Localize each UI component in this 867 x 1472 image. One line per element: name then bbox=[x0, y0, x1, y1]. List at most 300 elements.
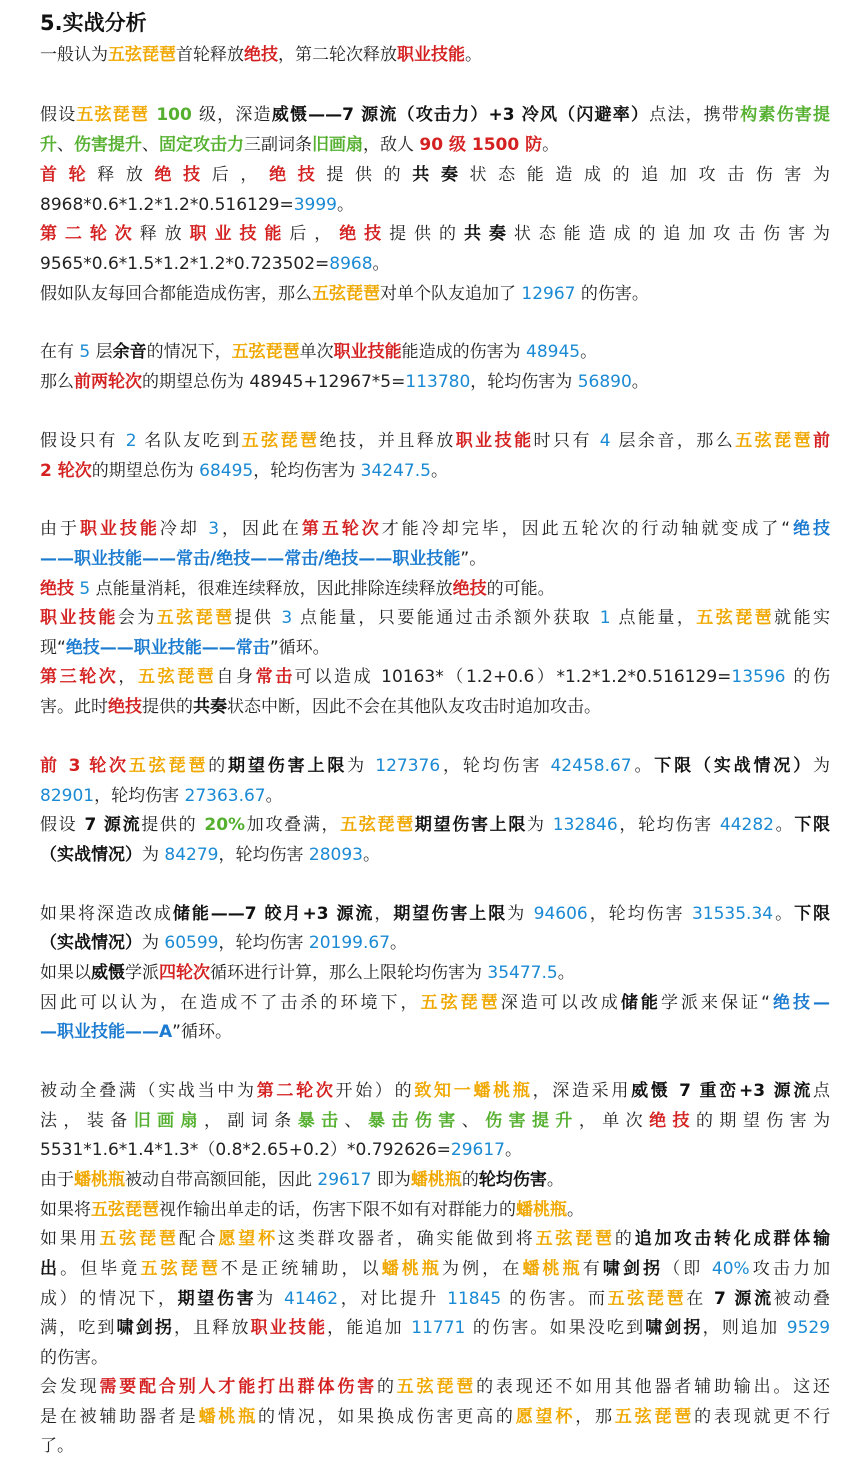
text-run: 致知一蟠桃瓶 bbox=[414, 1081, 533, 1101]
line-p3-2 bbox=[40, 460, 830, 482]
text-run: 首轮释放 bbox=[176, 45, 244, 65]
text-run: 成）的情况下， bbox=[40, 1289, 178, 1309]
text-run: 啸剑拐 bbox=[116, 1318, 175, 1338]
text-run: 82901 bbox=[40, 786, 95, 806]
text-run: 。 bbox=[542, 135, 560, 155]
text-run: ”。 bbox=[460, 549, 487, 569]
text-run: ，且释放 bbox=[174, 1318, 251, 1338]
text-run: 因此可以认为，在造成不了击杀的环境下， bbox=[40, 993, 421, 1013]
text-run: 余音 bbox=[112, 342, 147, 362]
text-run: ， bbox=[374, 904, 394, 924]
line-p7-7 bbox=[40, 1258, 830, 1280]
line-p5-1 bbox=[40, 755, 830, 777]
text-run: 48945 bbox=[526, 342, 581, 362]
text-run: ”循环。 bbox=[269, 638, 330, 658]
text-run: 那么 bbox=[40, 372, 74, 392]
text-run: 84279 bbox=[164, 845, 219, 865]
text-run: 绝技 bbox=[339, 224, 390, 244]
text-run: 蟠桃瓶 bbox=[198, 1407, 259, 1427]
line-p2-2 bbox=[40, 371, 830, 393]
text-run: 五弦琵琶 bbox=[607, 1289, 687, 1309]
text-run: （即 bbox=[663, 1259, 712, 1279]
text-run: 期望伤害 bbox=[177, 1289, 257, 1309]
text-run: ，那 bbox=[575, 1407, 615, 1427]
text-run: ，敌人 bbox=[363, 135, 420, 155]
text-run: 11771 bbox=[411, 1318, 466, 1338]
text-run: 前 bbox=[813, 431, 830, 451]
text-run: 视作输出单走的话，伤害下限不如有对群能力的 bbox=[159, 1200, 516, 1220]
text-run: 状态能造成的追加攻击伤害为 bbox=[513, 224, 830, 244]
text-run: 名队友吃到 bbox=[136, 431, 242, 451]
text-run: 被动叠 bbox=[773, 1289, 830, 1309]
text-run: 3 bbox=[281, 608, 293, 628]
text-run: 的表现就更不行 bbox=[694, 1407, 830, 1427]
text-run: 。 bbox=[546, 1170, 564, 1190]
text-run: 啸剑拐 bbox=[645, 1318, 703, 1338]
text-run: 期望伤害上限 bbox=[228, 756, 348, 776]
text-run: 首轮 bbox=[40, 165, 98, 185]
text-run: 提供的 bbox=[326, 165, 413, 185]
text-run: 、 bbox=[344, 1111, 368, 1131]
text-run: 才能冷却完毕，因此五轮次的行动轴就变成了“ bbox=[381, 519, 791, 539]
text-run: 开始）的 bbox=[335, 1081, 415, 1101]
text-run: 职业技能 bbox=[40, 608, 118, 628]
text-run: 。 bbox=[557, 963, 575, 983]
text-run: 44282 bbox=[719, 815, 774, 835]
text-run: 的伤 bbox=[785, 667, 830, 687]
text-run: 是在被辅助器者是 bbox=[40, 1407, 199, 1427]
text-run: 为 bbox=[142, 845, 165, 865]
text-run: 第二轮次 bbox=[40, 224, 140, 244]
text-run: 100 bbox=[149, 105, 199, 125]
text-run: ，轮均伤害 bbox=[617, 815, 720, 835]
text-run: （实战情况） bbox=[40, 933, 142, 953]
line-p6-3 bbox=[40, 962, 830, 984]
text-run: 储能——7 皎月+3 源流 bbox=[172, 904, 375, 924]
text-run: 127376 bbox=[375, 756, 441, 776]
text-run: 如果将 bbox=[40, 1200, 91, 1220]
text-run: 四轮次 bbox=[159, 963, 210, 983]
text-run: 5 bbox=[79, 342, 91, 362]
text-run: 假设 bbox=[40, 105, 77, 125]
text-run: 的伤害。 bbox=[40, 1348, 108, 1368]
text-run: 第二轮次 bbox=[256, 1081, 336, 1101]
text-run: 。 bbox=[465, 45, 482, 65]
text-run: 五弦琵琶 bbox=[128, 756, 209, 776]
text-run: 点 bbox=[813, 1081, 830, 1101]
text-run: 为例，在 bbox=[442, 1259, 523, 1279]
text-run: 五弦琵琶 bbox=[340, 815, 415, 835]
text-run: 法，装备 bbox=[40, 1111, 134, 1131]
text-run: 的期望伤害为 bbox=[695, 1111, 830, 1131]
line-p7-6 bbox=[40, 1228, 830, 1250]
line-p7-12 bbox=[40, 1406, 830, 1428]
text-run: 蟠桃瓶 bbox=[522, 1259, 583, 1279]
text-run: 威慑 7 重峦+3 源流 bbox=[631, 1081, 814, 1101]
line-p1-2 bbox=[40, 134, 830, 156]
text-run: ”循环。 bbox=[172, 1022, 232, 1042]
text-run: 愿望杯 bbox=[515, 1407, 576, 1427]
text-run: 的表现还不如用其他器者辅助输出。这还 bbox=[476, 1377, 830, 1397]
text-run: 下限 bbox=[794, 904, 830, 924]
line-p4-2 bbox=[40, 548, 830, 570]
text-run: 五弦琵琶 bbox=[156, 608, 235, 628]
text-run: 需要配合别人才能打出群体伤害 bbox=[99, 1377, 377, 1397]
text-run: 旧画扇 bbox=[312, 135, 363, 155]
text-run: 一般认为 bbox=[40, 45, 108, 65]
line-p7-13 bbox=[40, 1435, 830, 1457]
text-run: 期望伤害上限 bbox=[414, 815, 528, 835]
line-p1-1 bbox=[40, 104, 830, 126]
text-run: 绝技 bbox=[452, 579, 487, 599]
text-run: 构素伤害提 bbox=[740, 105, 830, 125]
text-run: 的期望总伤为 48945+12967*5= bbox=[142, 372, 406, 392]
text-run: 9529 bbox=[786, 1318, 830, 1338]
text-run: 层余音，那么 bbox=[610, 431, 736, 451]
text-run: 绝技— bbox=[769, 993, 830, 1013]
text-run: 由于 bbox=[40, 1170, 74, 1190]
text-run: 职业技能 bbox=[189, 224, 290, 244]
text-run: 层 bbox=[90, 342, 113, 362]
text-run: 五弦琵琶 bbox=[735, 431, 814, 451]
text-run: 会为 bbox=[117, 608, 157, 628]
text-run: 。 bbox=[363, 845, 380, 865]
text-run: 。 bbox=[773, 904, 795, 924]
text-run: 满，吃到 bbox=[40, 1318, 117, 1338]
line-p7-8 bbox=[40, 1288, 830, 1310]
line-p4-1 bbox=[40, 518, 830, 540]
line-p6-4 bbox=[40, 992, 830, 1014]
text-run: 、 bbox=[461, 1111, 486, 1131]
line-p1-6 bbox=[40, 253, 830, 275]
text-run: 提供的 bbox=[141, 815, 205, 835]
text-run: 的 bbox=[461, 1170, 479, 1190]
line-p5-3 bbox=[40, 814, 830, 836]
text-run: 威慑 bbox=[91, 963, 125, 983]
text-run: 、 bbox=[57, 135, 74, 155]
text-run: 7 源流 bbox=[714, 1289, 774, 1309]
text-run: 。 bbox=[390, 933, 408, 953]
text-run: —职业技能——A bbox=[40, 1022, 173, 1042]
text-run: 29617 bbox=[317, 1170, 372, 1190]
text-run: 职业技能 bbox=[333, 342, 402, 362]
line-p1-3 bbox=[40, 164, 830, 186]
text-run: 假设 bbox=[40, 815, 85, 835]
text-run: 五弦琵琶 bbox=[76, 105, 150, 125]
text-run: ，副词条 bbox=[203, 1111, 298, 1131]
text-run: 。但毕竟 bbox=[60, 1259, 141, 1279]
text-run: 。 bbox=[430, 461, 448, 481]
text-run: 五弦琵琶 bbox=[696, 608, 775, 628]
text-run: 90 级 1500 防 bbox=[419, 135, 543, 155]
text-run: 学派 bbox=[125, 963, 159, 983]
section-title: 5.实战分析 bbox=[40, 11, 147, 35]
text-run: 如果用 bbox=[40, 1229, 100, 1249]
text-run: 不是正统辅助，以 bbox=[220, 1259, 382, 1279]
text-run: 。 bbox=[567, 1200, 584, 1220]
line-p4-3 bbox=[40, 578, 830, 600]
text-run: 对单个队友追加了 bbox=[380, 284, 522, 304]
text-run: 循环进行计算，那么上限轮均伤害为 bbox=[210, 963, 488, 983]
text-run: 下限 bbox=[794, 815, 830, 835]
line-p7-11 bbox=[40, 1376, 830, 1398]
text-run: 蟠桃瓶 bbox=[74, 1170, 125, 1190]
text-run: ，深造采用 bbox=[532, 1081, 632, 1101]
line-p4-6 bbox=[40, 666, 830, 688]
text-run: 五弦琵琶 bbox=[312, 284, 380, 304]
text-run: 第三轮次 bbox=[40, 667, 119, 687]
text-run: 升 bbox=[40, 135, 57, 155]
line-p1-7 bbox=[40, 283, 830, 305]
text-run: 蟠桃瓶 bbox=[410, 1170, 462, 1190]
text-run: 提供的 bbox=[142, 697, 193, 717]
text-run: 后， bbox=[211, 165, 270, 185]
text-run: 五弦琵琶 bbox=[91, 1200, 159, 1220]
text-run: 会发现 bbox=[40, 1377, 100, 1397]
line-p4-5 bbox=[40, 637, 830, 659]
text-run: 害。此时 bbox=[40, 697, 108, 717]
text-run: 68495 bbox=[199, 461, 254, 481]
text-run: 轮均伤害 bbox=[478, 1170, 547, 1190]
text-run: 8968 bbox=[329, 254, 373, 274]
text-run: 固定攻击力 bbox=[159, 135, 244, 155]
text-run: 5531*1.6*1.4*1.3*（0.8*2.65+0.2）*0.792626= bbox=[40, 1140, 451, 1160]
text-run: 职业技能 bbox=[455, 431, 534, 451]
text-run: 提供 bbox=[234, 608, 282, 628]
text-run: 伤害提升 bbox=[485, 1111, 579, 1131]
text-run: 20% bbox=[204, 815, 246, 835]
text-run: 为 bbox=[142, 933, 165, 953]
text-run: 12967 bbox=[521, 284, 576, 304]
text-run: 五弦琵琶 bbox=[108, 45, 176, 65]
text-run: ——职业技能——常击/绝技——常击/绝技——职业技能 bbox=[40, 549, 461, 569]
text-run: 威慑——7 源流（攻击力）+3 冷风（闪避率） bbox=[271, 105, 650, 125]
text-run: 56890 bbox=[577, 372, 632, 392]
text-run: 3999 bbox=[293, 195, 337, 215]
text-run: 被动全叠满（实战当中为 bbox=[40, 1081, 257, 1101]
text-run: 这类群攻器者，确实能做到将 bbox=[277, 1229, 536, 1249]
text-run: 20199.67 bbox=[308, 933, 391, 953]
text-run: 13596 bbox=[731, 667, 786, 687]
text-run: ，对比提升 bbox=[338, 1289, 448, 1309]
text-run: 42458.67 bbox=[550, 756, 632, 776]
text-run: 为 bbox=[507, 904, 534, 924]
text-run: 点法，携带 bbox=[649, 105, 741, 125]
text-run: 前 3 轮次 bbox=[40, 756, 129, 776]
text-run: 的 bbox=[614, 1229, 635, 1249]
text-run: 绝技 bbox=[108, 697, 142, 717]
text-run: 自身 bbox=[216, 667, 256, 687]
text-run: 单次 bbox=[299, 342, 334, 362]
text-run: 27363.67 bbox=[184, 786, 266, 806]
text-run: 的情况，如果换成伤害更高的 bbox=[258, 1407, 516, 1427]
text-run: 。 bbox=[580, 342, 598, 362]
text-run: 追加攻击转化成群体输 bbox=[634, 1229, 830, 1249]
text-run: 在有 bbox=[40, 342, 80, 362]
text-run: 的 bbox=[376, 1377, 397, 1397]
text-run: 级，深造 bbox=[198, 105, 272, 125]
text-run: 职业技能 bbox=[250, 1318, 328, 1338]
text-run: 五弦琵琶 bbox=[614, 1407, 695, 1427]
text-run: 如果将深造改成 bbox=[40, 904, 173, 924]
text-run: 能造成的伤害为 bbox=[401, 342, 527, 362]
line-p6-1 bbox=[40, 903, 830, 925]
text-run: 8968*0.6*1.2*1.2*0.516129= bbox=[40, 195, 294, 215]
text-run: ，轮均伤害 bbox=[440, 756, 551, 776]
text-run: 有 bbox=[582, 1259, 603, 1279]
text-run: 点能量消耗，很难连续释放，因此排除连续释放 bbox=[90, 579, 453, 599]
text-run: 1 bbox=[599, 608, 611, 628]
text-run: 的伤害。而 bbox=[501, 1289, 608, 1309]
text-run: ，第二轮次释放 bbox=[278, 45, 397, 65]
text-run: 即为 bbox=[371, 1170, 411, 1190]
text-run: 蟠桃瓶 bbox=[381, 1259, 443, 1279]
line-p7-3 bbox=[40, 1139, 830, 1161]
text-run: 。 bbox=[337, 195, 354, 215]
text-run: 34247.5 bbox=[360, 461, 431, 481]
text-run: 攻击力加 bbox=[749, 1259, 830, 1279]
text-run: 绝技 bbox=[269, 165, 327, 185]
text-run: 五弦琵琶 bbox=[420, 993, 501, 1013]
text-run: 配合 bbox=[178, 1229, 219, 1249]
text-run: 啸剑拐 bbox=[602, 1259, 664, 1279]
text-run: 常击 bbox=[255, 667, 295, 687]
text-run: 期望伤害上限 bbox=[393, 904, 508, 924]
text-run: 加攻叠满， bbox=[245, 815, 341, 835]
line-p4-4 bbox=[40, 607, 830, 629]
text-run: 。 bbox=[631, 756, 655, 776]
text-run: 7 源流 bbox=[84, 815, 142, 835]
line-p1-4 bbox=[40, 194, 830, 216]
text-run: 下限（实战情况） bbox=[654, 756, 814, 776]
text-run: 。 bbox=[773, 815, 795, 835]
text-run: 可以造成 10163*（1.2+0.6）*1.2*1.2*0.516129= bbox=[294, 667, 732, 687]
text-run: 职业技能 bbox=[79, 519, 160, 539]
line-p5-4 bbox=[40, 844, 830, 866]
text-run: 被动自带高额回能，因此 bbox=[125, 1170, 318, 1190]
text-run: 。 bbox=[265, 786, 283, 806]
text-run: 时只有 bbox=[533, 431, 600, 451]
text-run: 60599 bbox=[164, 933, 219, 953]
text-run: 的 bbox=[208, 756, 229, 776]
line-p3-1 bbox=[40, 430, 830, 452]
text-run: 在 bbox=[686, 1289, 714, 1309]
text-run: 的期望总伤为 bbox=[91, 461, 200, 481]
text-run: 3 bbox=[208, 519, 220, 539]
text-run: 5 bbox=[79, 579, 91, 599]
text-run: 11845 bbox=[447, 1289, 502, 1309]
text-run: 2 轮次 bbox=[40, 461, 92, 481]
text-run: 的伤害。如果没吃到 bbox=[465, 1318, 646, 1338]
text-run: 共奏 bbox=[412, 165, 470, 185]
line-p1-5 bbox=[40, 223, 830, 245]
line-p4-7 bbox=[40, 696, 830, 718]
text-run: 。 bbox=[631, 372, 649, 392]
text-run: 五弦琵琶 bbox=[231, 342, 300, 362]
text-run: 状态能造成的追加攻击伤害为 bbox=[469, 165, 830, 185]
text-run: 五弦琵琶 bbox=[140, 1259, 221, 1279]
text-run: 28093 bbox=[308, 845, 363, 865]
text-run: 绝技 bbox=[244, 45, 278, 65]
text-run: 五弦琵琶 bbox=[99, 1229, 179, 1249]
text-run: 的情况下， bbox=[146, 342, 232, 362]
text-run: 释放 bbox=[139, 224, 190, 244]
line-intro bbox=[40, 44, 830, 66]
line-p7-1 bbox=[40, 1080, 830, 1102]
text-run: 职业技能 bbox=[397, 45, 465, 65]
text-run: 五弦琵琶 bbox=[241, 431, 320, 451]
text-run: 29617 bbox=[450, 1140, 505, 1160]
text-run: 五弦琵琶 bbox=[138, 667, 217, 687]
text-run: 就能实 bbox=[774, 608, 830, 628]
text-run: 为 bbox=[347, 756, 376, 776]
text-run: 假设只有 bbox=[40, 431, 126, 451]
text-run: ，轮均伤害 bbox=[587, 904, 692, 924]
text-run: 41462 bbox=[284, 1289, 339, 1309]
text-run: ，轮均伤害为 bbox=[253, 461, 361, 481]
text-run: 五弦琵琶 bbox=[396, 1377, 477, 1397]
text-run: ，单次 bbox=[578, 1111, 650, 1131]
text-run: 假如队友每回合都能造成伤害，那么 bbox=[40, 284, 312, 304]
text-run: 三副词条 bbox=[244, 135, 312, 155]
text-run: 如果以 bbox=[40, 963, 91, 983]
text-run: ，轮均伤害为 bbox=[470, 372, 578, 392]
text-run: ，轮均伤害 bbox=[218, 845, 309, 865]
text-run: 9565*0.6*1.5*1.2*1.2*0.723502= bbox=[40, 254, 330, 274]
line-p7-4 bbox=[40, 1169, 830, 1191]
text-run: 状态中断，因此不会在其他队友攻击时追加攻击。 bbox=[227, 697, 601, 717]
text-run: 、 bbox=[142, 135, 159, 155]
text-run: 绝技 bbox=[154, 165, 212, 185]
text-run: 愿望杯 bbox=[218, 1229, 278, 1249]
text-run: 了。 bbox=[40, 1436, 74, 1456]
text-run: 伤害提升 bbox=[74, 135, 142, 155]
text-run: 出 bbox=[40, 1259, 61, 1279]
text-run: 绝技 bbox=[40, 579, 74, 599]
text-run: 。 bbox=[372, 254, 390, 274]
text-run: 深造可以改成 bbox=[500, 993, 621, 1013]
text-run: 31535.34 bbox=[691, 904, 774, 924]
line-p7-2 bbox=[40, 1110, 830, 1132]
text-run: 。 bbox=[505, 1140, 522, 1160]
text-run: 储能 bbox=[620, 993, 661, 1013]
line-p6-5 bbox=[40, 1021, 830, 1043]
text-run: 学派来保证“ bbox=[660, 993, 770, 1013]
text-run: ， bbox=[118, 667, 138, 687]
text-run: 提供的 bbox=[389, 224, 464, 244]
text-run: 为 bbox=[256, 1289, 285, 1309]
text-run: ，因此在 bbox=[219, 519, 302, 539]
text-run: 4 bbox=[599, 431, 611, 451]
line-p6-2 bbox=[40, 932, 830, 954]
line-p7-10 bbox=[40, 1347, 830, 1369]
text-run: 第五轮次 bbox=[301, 519, 382, 539]
text-run: 蟠桃瓶 bbox=[516, 1200, 567, 1220]
text-run: 为 bbox=[813, 756, 830, 776]
text-run: （实战情况） bbox=[40, 845, 142, 865]
text-run: 绝技，并且释放 bbox=[319, 431, 456, 451]
text-run: 点能量， bbox=[610, 608, 697, 628]
line-p7-9 bbox=[40, 1317, 830, 1339]
line-p2-1 bbox=[40, 341, 830, 363]
text-run: 五弦琵琶 bbox=[535, 1229, 615, 1249]
text-run: 132846 bbox=[552, 815, 618, 835]
text-run: 点能量，只要能通过击杀额外获取 bbox=[292, 608, 600, 628]
text-run: 94606 bbox=[533, 904, 588, 924]
text-run: 暴击伤害 bbox=[367, 1111, 462, 1131]
text-run: 绝技——职业技能——常击 bbox=[65, 638, 270, 658]
text-run: 35477.5 bbox=[487, 963, 558, 983]
